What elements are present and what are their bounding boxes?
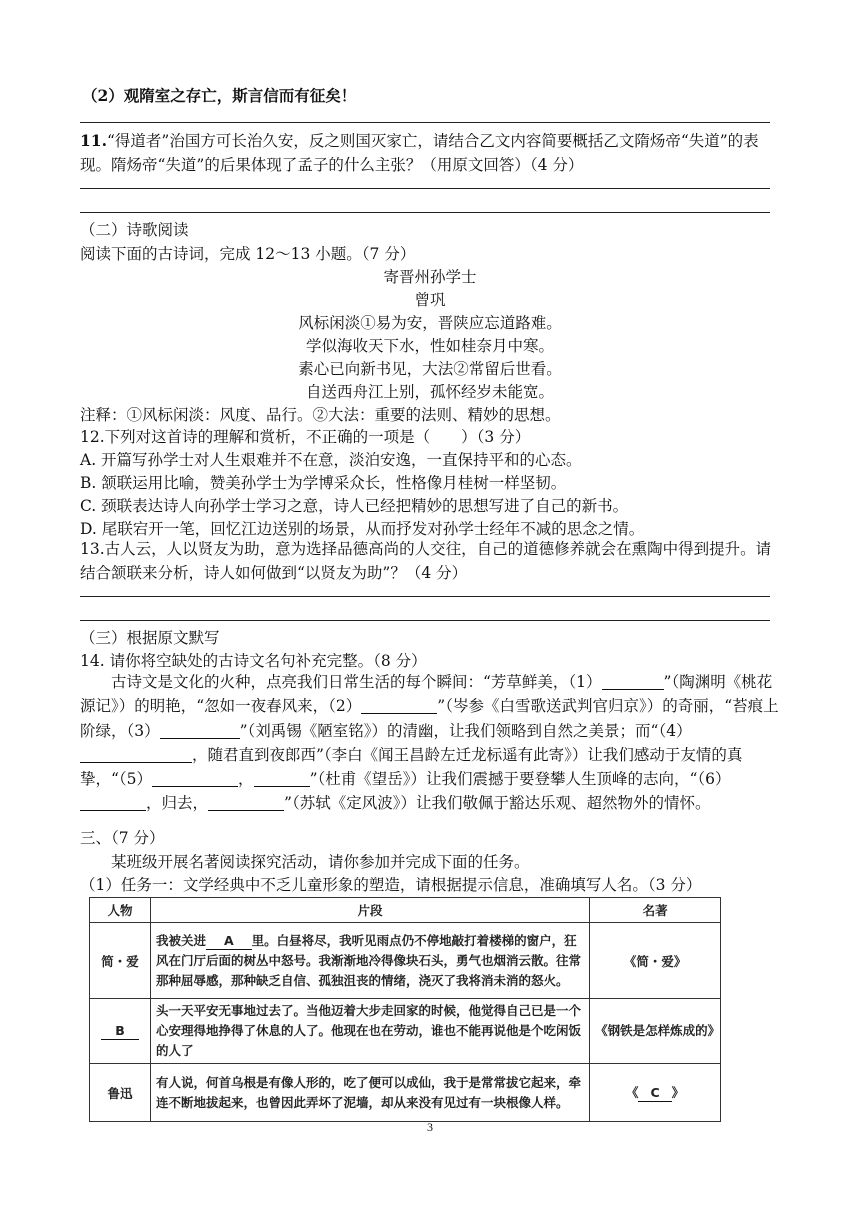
passage-text: ”（杜甫《望岳》）让我们震撼于要登攀人生顶峰的志向，“（6） — [309, 770, 731, 789]
blank-b[interactable]: B — [101, 1023, 139, 1040]
option-d[interactable]: D. 尾联宕开一笔，回忆江边送别的场景，从而抒发对孙学士经年不减的思念之情。 — [80, 520, 645, 538]
table-row — [90, 1064, 721, 1122]
passage-text: ，随君直到夜郎西”（李白《闻王昌龄左迁龙标遥有此寄》）让我们感动于友情的真挚，“（5） — [80, 745, 743, 789]
option-b[interactable]: B. 颔联运用比喻，赞美孙学士为学博采众长，性格像月桂树一样坚韧。 — [80, 474, 567, 492]
blank-2[interactable] — [361, 699, 437, 714]
book-cell: 《简・爱》 — [590, 923, 721, 999]
question-14-passage — [80, 670, 780, 816]
part-3-heading: 三、（7 分） — [80, 829, 165, 847]
person-cell: 鲁迅 — [90, 1064, 151, 1122]
book-cell: 《钢铁是怎样炼成的》 — [590, 999, 721, 1064]
blank-5b[interactable] — [254, 772, 310, 787]
passage-text: 古诗文是文化的火种，点亮我们日常生活的每个瞬间：“芳草鲜美，（1） — [111, 673, 602, 691]
header-excerpt: 片段 — [150, 898, 589, 923]
answer-line — [80, 212, 770, 213]
blank-c[interactable]: C — [638, 1085, 671, 1102]
passage-text: ”（刘禹锡《陋室铭》）的清幽，让我们领略到自然之美景；而“（4） — [239, 721, 692, 740]
option-a[interactable]: A. 开篇写孙学士对人生艰难并不在意，淡泊安逸，一直保持平和的心态。 — [80, 451, 582, 469]
poem-author: 曾巩 — [414, 291, 446, 309]
book-bracket: 》 — [671, 1085, 685, 1100]
part-3-intro: 某班级开展名著阅读探究活动，请你参加并完成下面的任务。 — [111, 853, 530, 871]
header-person: 人物 — [90, 898, 151, 923]
answer-line — [80, 188, 770, 189]
answer-line — [80, 122, 770, 123]
passage-text: ”（岑参《白雪歌送武判官归京》）的奇丽，“苔痕上阶绿，（3） — [80, 697, 779, 740]
excerpt-text: 我被关进 — [155, 932, 206, 948]
question-11-number: 11. — [80, 131, 107, 150]
blank-a[interactable]: A — [206, 933, 252, 950]
question-14-stem: 14. 请你将空缺处的古诗文名句补充完整。（8 分） — [80, 652, 427, 670]
blank-3[interactable] — [160, 724, 240, 739]
excerpt-cell — [150, 923, 589, 999]
q10-part2: （2）观隋室之存亡，斯言信而有征矣！ — [82, 86, 357, 105]
page-number: 3 — [427, 1120, 433, 1134]
poem-line: 自送西舟江上别，孤怀经岁未能宽。 — [305, 383, 554, 401]
blank-1[interactable] — [602, 675, 664, 690]
option-c[interactable]: C. 颈联表达诗人向孙学士学习之意，诗人已经把精妙的思想写进了自己的新书。 — [80, 497, 629, 515]
blank-6b[interactable] — [208, 796, 284, 811]
table-row — [90, 923, 721, 999]
table-row — [90, 999, 721, 1064]
question-11 — [80, 129, 780, 177]
blank-6a[interactable] — [80, 796, 146, 811]
answer-line — [80, 620, 770, 621]
book-bracket: 《 — [625, 1085, 639, 1100]
table-header-row — [90, 898, 721, 923]
task-1: （1）任务一：文学经典中不乏儿童形象的塑造，请根据提示信息，准确填写人名。（3 分） — [80, 876, 702, 894]
poetry-intro: 阅读下面的古诗词，完成 12～13 小题。（7 分） — [80, 245, 416, 263]
passage-text: ”（陶渊明《桃花源记》）的明艳，“忽如一夜春风来，（2） — [80, 673, 773, 716]
passage-text: ，归去， — [146, 794, 209, 813]
poem-line: 风标闲淡①易为安，晋陕应忘道路难。 — [298, 314, 562, 332]
question-13: 13.古人云，人以贤友为助，意为选择品德高尚的人交往，自己的道德修养就会在熏陶中得到提升。请结合颔联来分析，诗人如何做到“以贤友为助”？（4 分） — [80, 540, 772, 582]
passage-text: ， — [238, 770, 254, 789]
book-cell — [590, 1064, 721, 1122]
poem-title: 寄晋州孙学士 — [383, 268, 477, 286]
excerpt-cell: 头一天平安无事地过去了。当他迈着大步走回家的时候，他觉得自己已是一个心安理得地挣得了休息的人了。他现在也在劳动，谁也不能再说他是个吃闲饭的人了 — [150, 999, 589, 1064]
person-cell — [90, 999, 151, 1064]
section-heading-poetry: （二）诗歌阅读 — [80, 221, 189, 239]
passage-text: ”（苏轼《定风波》）让我们敬佩于豁达乐观、超然物外的情怀。 — [284, 794, 711, 813]
blank-5a[interactable] — [152, 772, 238, 787]
reading-table — [89, 897, 721, 1122]
poem-line: 学似海收天下水，性如桂奈月中寒。 — [305, 337, 554, 355]
poem-line: 素心已向新书见，大法②常留后世看。 — [298, 360, 562, 378]
question-11-text: “得道者”治国方可长治久安，反之则国灭家亡，请结合乙文内容简要概括乙文隋炀帝“失道”的表现。隋炀帝“失道”的后果体现了孟子的什么主张？（用原文回答）（4 分） — [80, 132, 759, 174]
header-book: 名著 — [590, 898, 721, 923]
question-12-stem: 12.下列对这首诗的理解和赏析，不正确的一项是（ ）（3 分） — [80, 428, 531, 446]
excerpt-text: 里。白昼将尽，我听见雨点仍不停地敲打着楼梯的窗户，狂风在门厅后面的树丛中怒号。我渐渐地冷得像块石头，勇气也烟消云散。往常那种屈辱感，那种缺乏自信、孤独沮丧的情绪，浇灭了我将消未消的怒火。 — [155, 932, 581, 988]
person-cell: 简・爱 — [90, 923, 151, 999]
section-heading-recitation: （三）根据原文默写 — [80, 629, 220, 647]
excerpt-cell: 有人说，何首乌根是有像人形的，吃了便可以成仙，我于是常常拔它起来，牵连不断地拔起来，也曾因此弄坏了泥墙，却从来没有见过有一块根像人样。 — [150, 1064, 589, 1122]
poem-note: 注释：①风标闲淡：风度、品行。②大法：重要的法则、精妙的思想。 — [80, 406, 561, 424]
blank-4[interactable] — [80, 748, 192, 763]
answer-line — [80, 596, 770, 597]
